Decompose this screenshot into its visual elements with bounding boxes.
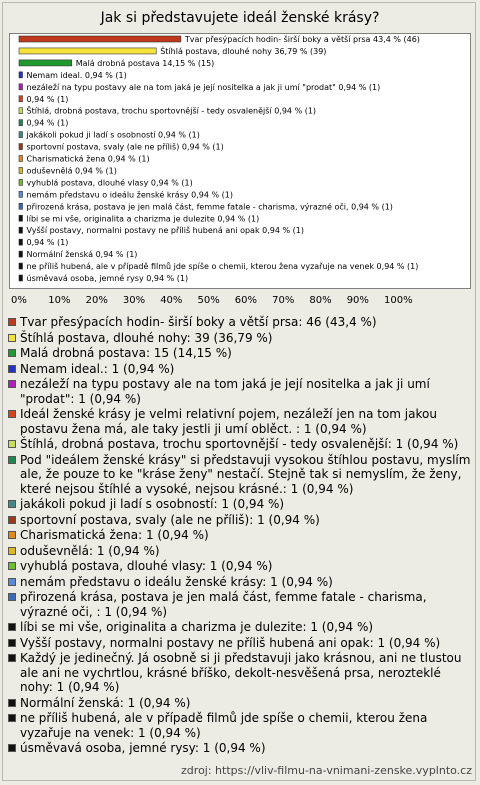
legend-label-17: Každý je jedinečný. Já osobně si ji představuji jako krásnou, ani ne tlustou ale ani ne vychrtlou, krásné bříško, dekolt-nesvěšená prsa, nerozteklé nohy: 1 (0,94 %) bbox=[20, 651, 462, 694]
legend-swatch-11 bbox=[8, 547, 16, 555]
legend-item-0 bbox=[8, 315, 476, 330]
legend-label-9: sportovní postava, svaly (ale ne příliš): 1 (0,94 %) bbox=[20, 512, 320, 527]
legend-item-10 bbox=[8, 528, 476, 543]
legend-label-5: Ideál ženské krásy je velmi relativní pojem, nezáleží jen na tom jakou postavu žena má, ale taky jestli ji umí oblěct. : 1 (0,94 %) bbox=[20, 407, 437, 436]
bar-label-12: vyhublá postava, dlouhé vlasy 0,94 % (1) bbox=[26, 178, 193, 188]
x-tick-label-1: 10% bbox=[48, 295, 71, 306]
bar-3 bbox=[19, 72, 23, 78]
legend-item-11 bbox=[8, 544, 476, 559]
legend-swatch-2 bbox=[8, 349, 16, 357]
bar-label-17: 0,94 % (1) bbox=[26, 238, 69, 248]
legend-label-20: úsměvavá osoba, jemné rysy: 1 (0,94 %) bbox=[20, 741, 266, 755]
legend-swatch-10 bbox=[8, 531, 16, 539]
bar-label-10: Charismatická žena 0,94 % (1) bbox=[26, 154, 150, 164]
legend-item-9 bbox=[8, 513, 476, 528]
bar-17 bbox=[19, 239, 23, 245]
bar-9 bbox=[19, 144, 23, 150]
legend-label-7: Pod "ideálem ženské krásy" si představuji vysokou štíhlou postavu, myslím ale, že pouze to ke "kráse ženy" nestačí. Stejně tak si nemyslím, že ženy, které nejsou štíhlé a vysoké, nejsou krásné.: 1 (0,94 %) bbox=[20, 452, 471, 496]
bar-6 bbox=[19, 108, 23, 114]
x-tick-label-7: 70% bbox=[272, 295, 295, 306]
legend-swatch-13 bbox=[8, 578, 16, 586]
legend-swatch-19 bbox=[8, 714, 16, 722]
legend-label-6: Štíhlá, drobná postava, trochu sportovnější - tedy osvalenější: 1 (0,94 %) bbox=[20, 437, 459, 451]
legend-label-10: Charismatická žena: 1 (0,94 %) bbox=[20, 528, 209, 542]
legend-item-13 bbox=[8, 575, 476, 590]
x-tick-label-10: 100% bbox=[384, 295, 413, 306]
legend-swatch-9 bbox=[8, 516, 16, 524]
legend-swatch-16 bbox=[8, 639, 16, 647]
legend-item-2 bbox=[8, 346, 476, 361]
legend-swatch-3 bbox=[8, 365, 16, 373]
x-tick-label-4: 40% bbox=[160, 295, 183, 306]
bar-12 bbox=[19, 179, 23, 185]
bar-7 bbox=[19, 120, 23, 126]
legend-label-0: Tvar přesýpacích hodin- širší boky a větší prsa: 46 (43,4 %) bbox=[20, 315, 377, 329]
legend-swatch-6 bbox=[8, 440, 16, 448]
x-tick-label-5: 50% bbox=[197, 295, 220, 306]
legend-item-5 bbox=[8, 407, 476, 436]
bar-label-11: oduševnělá 0,94 % (1) bbox=[26, 166, 117, 176]
bar-label-1: Štíhlá postava, dlouhé nohy 36,79 % (39) bbox=[160, 46, 327, 56]
x-tick-label-9: 90% bbox=[346, 295, 369, 306]
bar-label-5: 0,94 % (1) bbox=[26, 94, 69, 104]
x-tick-label-6: 60% bbox=[234, 295, 258, 306]
legend-label-8: jakákoli pokud ji ladí s osobností: 1 (0,94 %) bbox=[20, 497, 285, 511]
legend-item-17 bbox=[8, 651, 476, 695]
bar-2 bbox=[19, 60, 72, 66]
legend-item-1 bbox=[8, 331, 476, 346]
legend-label-2: Malá drobná postava: 15 (14,15 %) bbox=[20, 346, 232, 360]
legend-label-18: Normální ženská: 1 (0,94 %) bbox=[20, 695, 191, 710]
legend-label-11: oduševnělá: 1 (0,94 %) bbox=[20, 543, 160, 558]
bar-label-8: jakákoli pokud ji ladí s osobností 0,94 % (1) bbox=[26, 130, 200, 140]
bar-label-4: nezáleží na typu postavy ale na tom jaká je její nositelka a jak ji umí "prodat" 0,94 % (1) bbox=[26, 82, 381, 92]
legend-swatch-0 bbox=[8, 318, 16, 326]
bar-4 bbox=[19, 84, 23, 90]
bar-10 bbox=[19, 156, 23, 162]
bar-19 bbox=[19, 263, 23, 269]
legend-item-8 bbox=[8, 497, 476, 512]
x-tick-label-2: 20% bbox=[85, 295, 108, 306]
bar-label-19: ne příliš hubená, ale v případě filmů jde spíše o chemii, kterou žena vyzařuje na venek 0,94 % (1) bbox=[26, 262, 419, 272]
chart-title: Jak si představujete ideál ženské krásy? bbox=[100, 10, 380, 26]
bar-label-20: úsměvavá osoba, jemné rysy 0,94 % (1) bbox=[26, 274, 189, 283]
bar-label-13: nemám představu o ideálu ženské krásy 0,94 % (1) bbox=[26, 190, 233, 200]
legend-swatch-8 bbox=[8, 500, 16, 508]
legend-swatch-15 bbox=[8, 623, 16, 631]
legend-item-3 bbox=[8, 362, 476, 377]
legend-label-19: ne příliš hubená, ale v případě filmů jde spíše o chemii, kterou žena vyzařuje na venek: 1 (0,94 %) bbox=[20, 711, 428, 740]
legend-swatch-5 bbox=[8, 410, 16, 418]
bar-15 bbox=[19, 215, 23, 221]
legend-swatch-17 bbox=[8, 654, 16, 662]
legend-swatch-1 bbox=[8, 334, 16, 342]
bar-13 bbox=[19, 191, 23, 197]
legend-swatch-20 bbox=[8, 744, 16, 752]
legend-label-14: přirozená krása, postava je jen malá část, femme fatale - charisma, výrazné oči, : 1 (0,94 %) bbox=[20, 590, 427, 619]
bar-1 bbox=[19, 48, 156, 54]
bar-16 bbox=[19, 227, 23, 233]
x-tick-label-3: 30% bbox=[122, 295, 146, 306]
legend-label-16: Vyšší postavy, normalni postavy ne příliš hubená ani opak: 1 (0,94 %) bbox=[20, 635, 441, 650]
legend-label-1: Štíhlá postava, dlouhé nohy: 39 (36,79 %) bbox=[20, 330, 273, 345]
legend-item-12 bbox=[8, 559, 476, 574]
bar-14 bbox=[19, 203, 23, 209]
legend-item-16 bbox=[8, 636, 476, 651]
legend-item-6 bbox=[8, 437, 476, 452]
legend-swatch-4 bbox=[8, 380, 16, 388]
bar-11 bbox=[19, 167, 23, 173]
legend-label-13: nemám představu o ideálu ženské krásy: 1 (0,94 %) bbox=[20, 574, 333, 589]
legend-label-12: vyhublá postava, dlouhé vlasy: 1 (0,94 %) bbox=[20, 559, 273, 573]
legend-swatch-14 bbox=[8, 593, 16, 601]
bar-8 bbox=[19, 132, 23, 138]
legend-item-19 bbox=[8, 711, 476, 740]
bar-label-9: sportovní postava, svaly (ale ne příliš) 0,94 % (1) bbox=[26, 142, 224, 152]
bar-0 bbox=[19, 36, 181, 42]
x-tick-label-0: 0% bbox=[11, 295, 27, 306]
chart-svg bbox=[0, 0, 480, 315]
legend-swatch-18 bbox=[8, 699, 16, 707]
bar-label-0: Tvar přesýpacích hodin- širší boky a větší prsa 43,4 % (46) bbox=[184, 35, 420, 44]
legend-swatch-12 bbox=[8, 562, 16, 570]
bar-5 bbox=[19, 96, 23, 102]
bar-label-6: Štíhlá, drobná postava, trochu sportovnější - tedy osvalenější 0,94 % (1) bbox=[26, 106, 317, 116]
legend-label-4: nezáleží na typu postavy ale na tom jaká je její nositelka a jak ji umí "prodat": 1 (0,94 %) bbox=[20, 377, 430, 406]
source-note: zdroj: https://vliv-filmu-na-vnimani-zenske.vyplnto.cz bbox=[181, 764, 472, 777]
legend-swatch-7 bbox=[8, 456, 16, 464]
bar-label-2: Malá drobná postava 14,15 % (15) bbox=[75, 58, 215, 68]
legend-label-15: líbi se mi vše, originalita a charizma je dulezite: 1 (0,94 %) bbox=[20, 620, 374, 634]
bar-20 bbox=[19, 275, 23, 281]
legend-item-18 bbox=[8, 696, 476, 711]
bar-label-7: 0,94 % (1) bbox=[26, 118, 69, 128]
legend bbox=[8, 315, 476, 757]
legend-label-3: Nemam ideal.: 1 (0,94 %) bbox=[20, 361, 175, 376]
x-tick-label-8: 80% bbox=[309, 295, 332, 306]
bar-label-18: Normální ženská 0,94 % (1) bbox=[26, 250, 138, 260]
legend-item-4 bbox=[8, 377, 476, 406]
legend-item-7 bbox=[8, 453, 476, 497]
bar-label-14: přirozená krása, postava je jen malá část, femme fatale - charisma, výrazné oči, 0,94 % (1) bbox=[26, 202, 393, 212]
legend-item-14 bbox=[8, 590, 476, 619]
legend-item-15 bbox=[8, 620, 476, 635]
bar-18 bbox=[19, 251, 23, 257]
legend-item-20 bbox=[8, 741, 476, 756]
bar-label-15: líbi se mi vše, originalita a charizma je dulezite 0,94 % (1) bbox=[26, 214, 260, 224]
bar-label-16: Vyšší postavy, normalni postavy ne příliš hubená ani opak 0,94 % (1) bbox=[26, 226, 304, 236]
bar-label-3: Nemam ideal. 0,94 % (1) bbox=[26, 70, 127, 80]
